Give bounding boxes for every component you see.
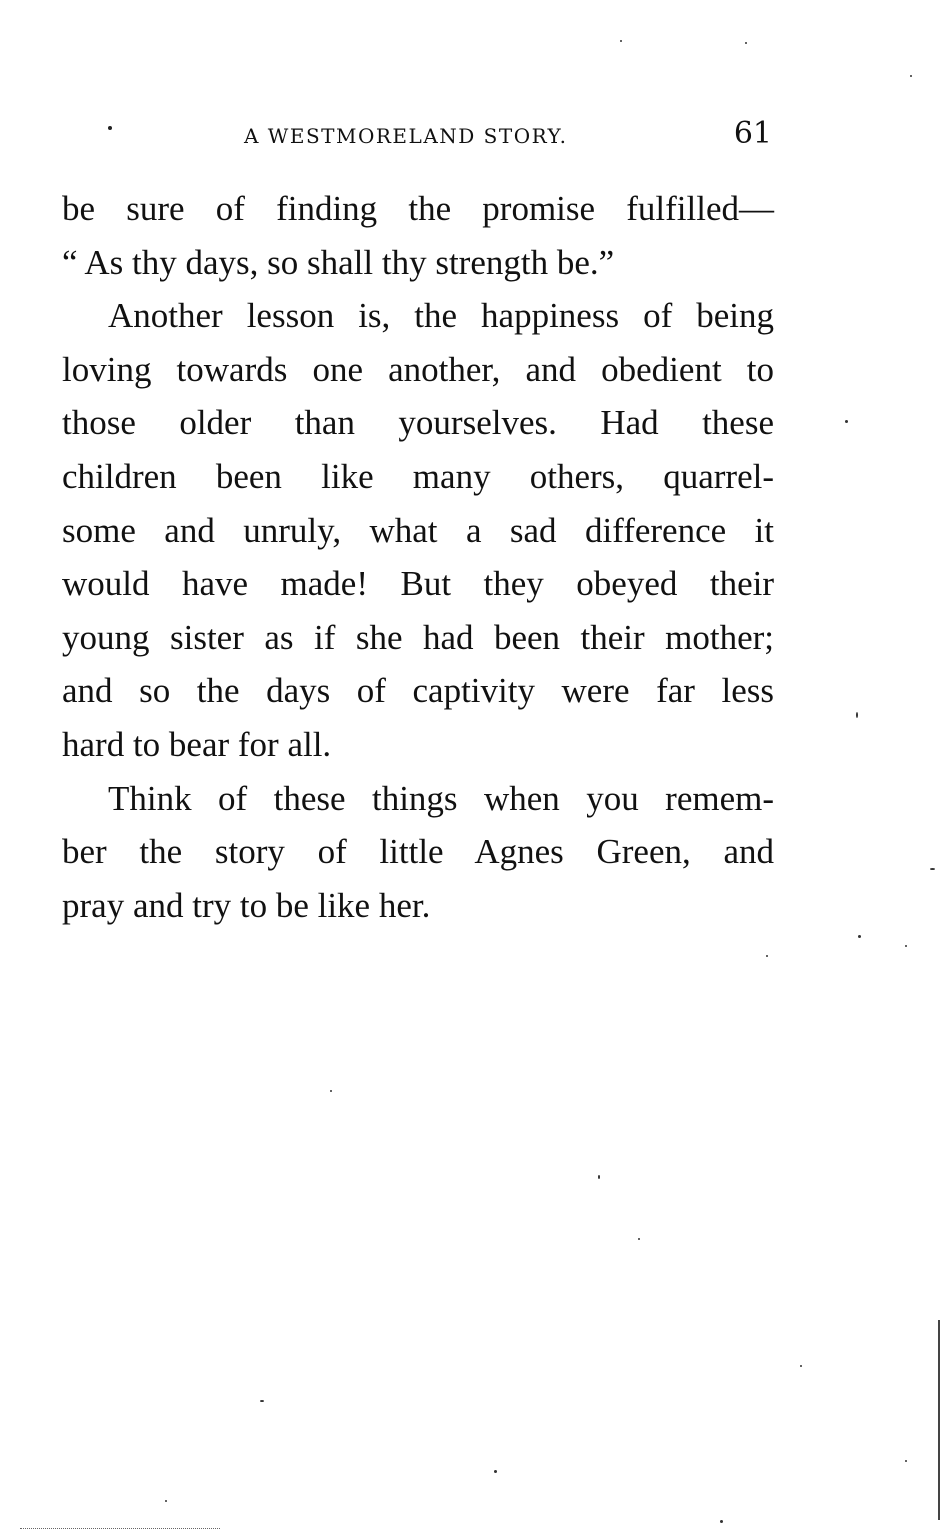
print-speck	[845, 420, 848, 423]
text-line: would have made! But they obeyed their	[62, 564, 774, 604]
print-speck	[905, 945, 907, 947]
print-speck	[638, 1238, 640, 1240]
text-line: children been like many others, quarrel-	[62, 456, 774, 496]
text-line: Think of these things when you remem-	[108, 778, 774, 818]
print-speck	[910, 75, 912, 77]
text-line: loving towards one another, and obedient to	[62, 349, 774, 389]
text-line: ber the story of little Agnes Green, and	[62, 832, 774, 872]
print-speck	[858, 935, 861, 938]
text-line: be sure of finding the promise fulfilled—	[62, 189, 774, 228]
running-title: A WESTMORELAND STORY.	[244, 124, 568, 148]
text-line: pray and try to be like her.	[62, 885, 431, 925]
print-speck	[905, 1460, 907, 1462]
text-line: hard to bear for all.	[62, 724, 332, 764]
running-head	[62, 118, 774, 154]
text-line: those older than yourselves. Had these	[62, 403, 774, 443]
print-speck	[856, 712, 858, 718]
scan-edge-mark	[938, 1320, 940, 1520]
text-line: “ As thy days, so shall thy strength be.”	[62, 242, 615, 282]
text-line: young sister as if she had been their mother;	[62, 617, 774, 657]
print-speck	[260, 1400, 264, 1402]
body-text	[62, 182, 774, 932]
print-speck	[598, 1175, 600, 1179]
text-line: Another lesson is, the happiness of being	[108, 296, 774, 336]
page-number: 61	[733, 116, 772, 151]
print-speck	[800, 1365, 802, 1367]
print-speck	[108, 126, 112, 130]
text-line: and so the days of captivity were far less	[62, 671, 774, 711]
print-speck	[494, 1470, 497, 1473]
print-speck	[766, 955, 768, 957]
print-speck	[720, 1520, 723, 1523]
print-speck	[620, 40, 622, 42]
text-line: some and unruly, what a sad difference it	[62, 510, 774, 550]
print-speck	[930, 868, 935, 870]
print-speck	[745, 42, 747, 44]
print-speck	[165, 1500, 167, 1502]
print-speck	[330, 1090, 332, 1092]
scan-edge-noise	[20, 1528, 220, 1530]
